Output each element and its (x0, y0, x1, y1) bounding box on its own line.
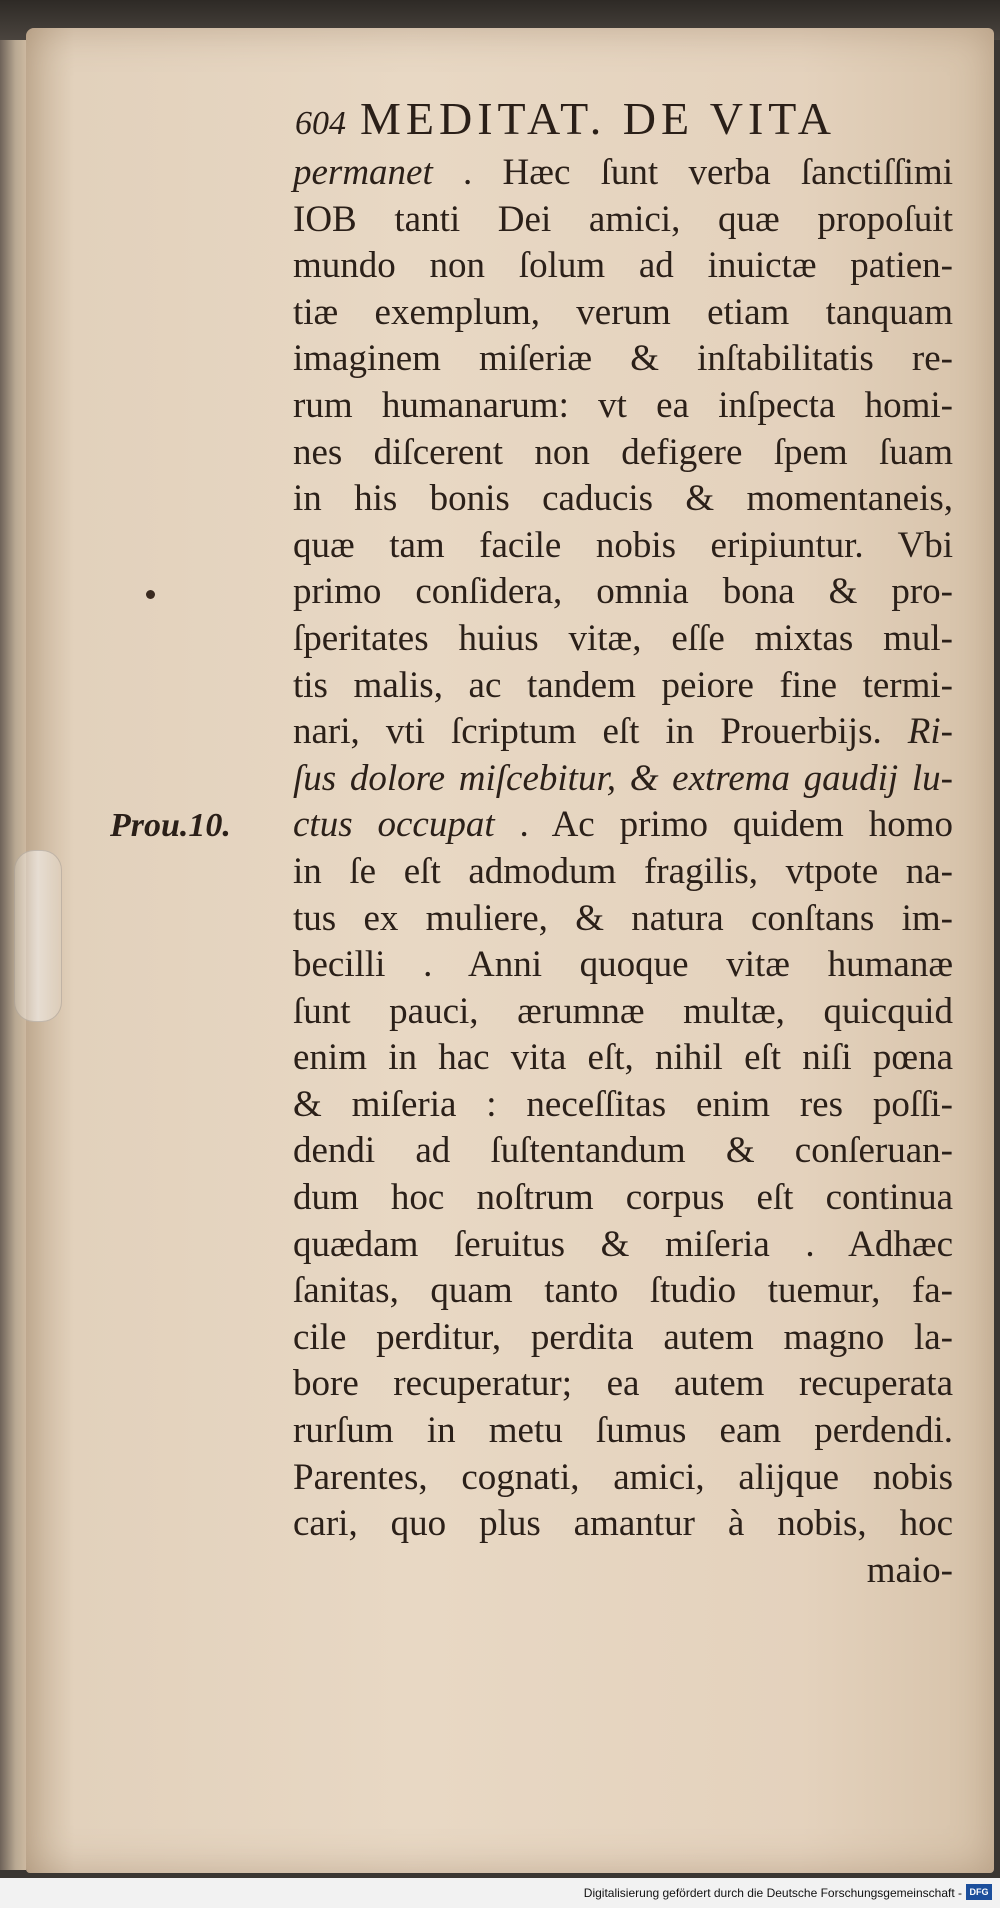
text-line (293, 989, 953, 1036)
text-line (293, 243, 953, 290)
text-segment: rum humanarum: vt ea inſpecta homi- (293, 384, 953, 426)
text-line (293, 430, 953, 477)
text-segment: . Hæc ſunt verba ſanctiſſimi (432, 152, 953, 193)
text-segment: quædam ſeruitus & miſeria . Adhæc (293, 1223, 953, 1265)
running-title: MEDITAT. DE VITA (360, 93, 836, 144)
text-line (293, 849, 953, 896)
text-line (293, 896, 953, 943)
text-segment: IOB tanti Dei amici, quæ propoſuit (293, 198, 953, 240)
text-line (293, 663, 953, 710)
text-segment: primo conſidera, omnia bona & pro- (293, 571, 953, 613)
italic-segment: ctus occupat (293, 804, 495, 846)
text-line (293, 942, 953, 989)
text-segment: cile perditur, perdita autem magno la- (293, 1316, 953, 1358)
italic-segment: ſus dolore miſcebitur, & extrema gaudij lu- (293, 757, 953, 799)
text-segment: tiæ exemplum, verum etiam tanquam (293, 291, 953, 333)
text-segment: cari, quo plus amantur à nobis, hoc (293, 1503, 953, 1545)
text-segment: mundo non ſolum ad inuictæ patien- (293, 245, 953, 287)
text-line (293, 569, 953, 616)
text-segment: nes diſcerent non defigere ſpem ſuam (293, 431, 953, 473)
text-segment: in his bonis caducis & momentaneis, (293, 478, 953, 520)
text-line (293, 1501, 953, 1548)
text-line (293, 616, 953, 663)
dfg-logo: DFG (966, 1884, 992, 1900)
text-line (293, 150, 953, 197)
text-segment: . Ac primo quidem homo (494, 804, 953, 846)
text-segment: nari, vti ſcriptum eſt in Prouerbijs. (293, 711, 908, 753)
text-line (293, 290, 953, 337)
text-line (293, 383, 953, 430)
text-line (293, 336, 953, 383)
text-line (293, 756, 953, 803)
text-segment: ſanitas, quam tanto ſtudio tuemur, fa- (293, 1270, 953, 1312)
page-number: 604 (295, 105, 346, 142)
italic-segment: permanet (293, 152, 433, 193)
page-clip (14, 850, 62, 1022)
text-line (293, 802, 953, 849)
text-line (293, 1315, 953, 1362)
text-segment: ſperitates huius vitæ, eſſe mixtas mul- (293, 617, 953, 659)
text-segment: dum hoc noſtrum corpus eſt continua (293, 1177, 953, 1219)
text-line (293, 1268, 953, 1315)
text-line (293, 1548, 953, 1595)
text-segment: becilli . Anni quoque vitæ humanæ (293, 944, 953, 986)
text-segment: dendi ad ſuſtentandum & conſeruan- (293, 1130, 953, 1172)
text-line (293, 1128, 953, 1175)
text-segment: ſunt pauci, ærumnæ multæ, quicquid (293, 990, 953, 1032)
running-head (295, 92, 935, 145)
text-segment: enim in hac vita eſt, nihil eſt niſi pœna (293, 1037, 953, 1079)
ink-dot (146, 590, 155, 599)
margin-note: Prou.10. (110, 807, 231, 844)
text-segment: rurſum in metu ſumus eam perdendi. (293, 1410, 953, 1452)
text-line (293, 1222, 953, 1269)
text-line (293, 1082, 953, 1129)
italic-segment: Ri- (907, 711, 953, 753)
text-line (293, 197, 953, 244)
text-segment: quæ tam facile nobis eripiuntur. Vbi (293, 524, 953, 566)
text-segment: maio- (866, 1549, 953, 1591)
text-segment: imaginem miſeriæ & inſtabilitatis re- (293, 338, 953, 380)
text-segment: tis malis, ac tandem peiore fine termi- (293, 664, 953, 706)
text-line (293, 709, 953, 756)
text-line (293, 1455, 953, 1502)
text-segment: Parentes, cognati, amici, alijque nobis (293, 1456, 953, 1498)
text-segment: in ſe eſt admodum fragilis, vtpote na- (293, 850, 953, 892)
text-line (293, 476, 953, 523)
text-line (293, 1408, 953, 1455)
text-line (293, 1035, 953, 1082)
text-line (293, 1361, 953, 1408)
text-line (293, 1175, 953, 1222)
footer-credit: Digitalisierung gefördert durch die Deutsche Forschungsgemeinschaft - (583, 1886, 962, 1900)
text-line (293, 523, 953, 570)
text-block (293, 150, 953, 1594)
text-segment: tus ex muliere, & natura conſtans im- (293, 897, 953, 939)
text-segment: bore recuperatur; ea autem recuperata (293, 1363, 953, 1405)
text-segment: & miſeria : neceſſitas enim res poſſi- (293, 1083, 953, 1125)
